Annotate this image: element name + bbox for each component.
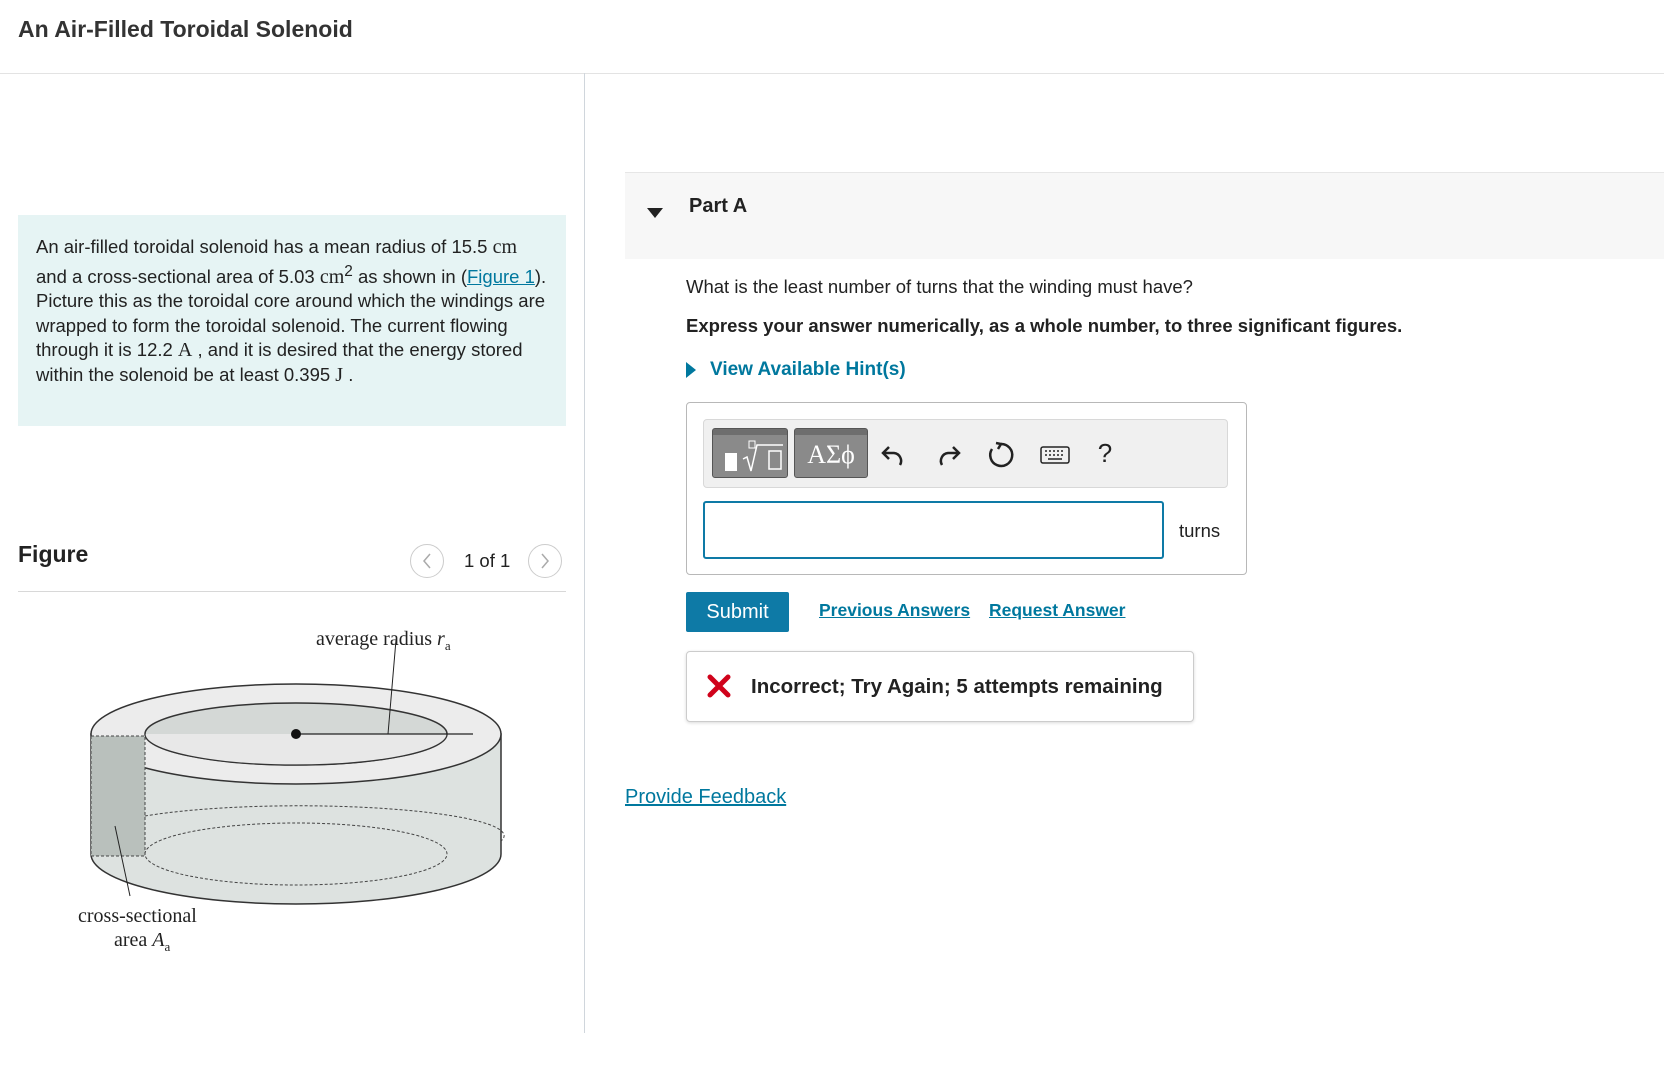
unit-cm2: cm <box>319 265 345 288</box>
greek-symbols-button[interactable]: ΑΣϕ <box>794 428 868 478</box>
view-hints-label: View Available Hint(s) <box>710 359 906 380</box>
reset-icon[interactable] <box>986 440 1016 470</box>
problem-text: , and it is desired that the energy stored within the solenoid be at least 0.395 <box>36 339 523 385</box>
undo-icon[interactable] <box>878 440 908 470</box>
instruction-text: Express your answer numerically, as a whole number, to three significant figures. <box>686 315 1403 336</box>
figure-next-button[interactable] <box>528 544 562 578</box>
caret-right-icon <box>686 362 696 378</box>
figure-heading: Figure <box>18 541 89 567</box>
question-text: What is the least number of turns that the winding must have? <box>686 276 1193 297</box>
area-label-line2: area $A_a$ <box>114 929 171 954</box>
page-header <box>0 0 1664 74</box>
unit-cm: cm <box>492 236 518 258</box>
caret-down-icon[interactable] <box>647 208 663 218</box>
figure-prev-button[interactable] <box>410 544 444 578</box>
figure-link[interactable]: Figure 1 <box>467 265 535 287</box>
figure-counter: 1 of 1 <box>464 550 511 571</box>
problem-text: An air-filled toroidal solenoid has a mean radius of 15.5 <box>36 236 488 257</box>
problem-text: ). Picture this as the toroidal core around which the windings are wrapped to form the toroidal solenoid. The current flowing through it is 12.2 <box>36 265 547 361</box>
figure-rule <box>18 591 566 592</box>
area-label-line1: cross-sectional <box>78 905 197 927</box>
part-a-title: Part A <box>689 195 748 217</box>
chevron-right-icon <box>540 553 550 569</box>
view-hints-link[interactable] <box>686 359 906 381</box>
help-button[interactable]: ? <box>1097 437 1113 468</box>
radius-label: average radius $r_a$ <box>316 628 451 653</box>
center-dot <box>291 729 301 739</box>
superscript-2: 2 <box>344 262 353 280</box>
chevron-left-icon <box>422 553 432 569</box>
answer-unit: turns <box>1179 520 1221 541</box>
error-x-icon <box>707 674 731 698</box>
previous-answers-link[interactable]: Previous Answers <box>819 600 971 620</box>
answer-panel <box>686 402 1247 575</box>
answer-input[interactable] <box>703 501 1164 559</box>
unit-joule: J <box>335 363 344 386</box>
problem-text: and a cross-sectional area of 5.03 <box>36 265 320 287</box>
feedback-box <box>686 651 1194 722</box>
request-answer-link[interactable]: Request Answer <box>989 600 1126 620</box>
redo-icon[interactable] <box>934 440 964 470</box>
submit-button[interactable]: Submit <box>686 592 789 632</box>
problem-text: . <box>343 363 354 385</box>
problem-statement <box>18 215 566 426</box>
figure-pager <box>410 543 562 579</box>
column-divider <box>584 73 585 1033</box>
sqrt-template-icon <box>713 429 789 479</box>
page-title: An Air-Filled Toroidal Solenoid <box>18 16 353 42</box>
unit-ampere: A <box>177 339 193 362</box>
feedback-message: Incorrect; Try Again; 5 attempts remaining <box>751 675 1163 698</box>
problem-text: as shown in ( <box>352 265 467 287</box>
math-toolbar <box>703 419 1228 488</box>
provide-feedback-link[interactable]: Provide Feedback <box>625 786 787 808</box>
toroid-figure <box>60 626 520 986</box>
part-a-header[interactable] <box>625 172 1664 259</box>
keyboard-icon[interactable] <box>1038 440 1072 470</box>
templates-button[interactable] <box>712 428 788 478</box>
